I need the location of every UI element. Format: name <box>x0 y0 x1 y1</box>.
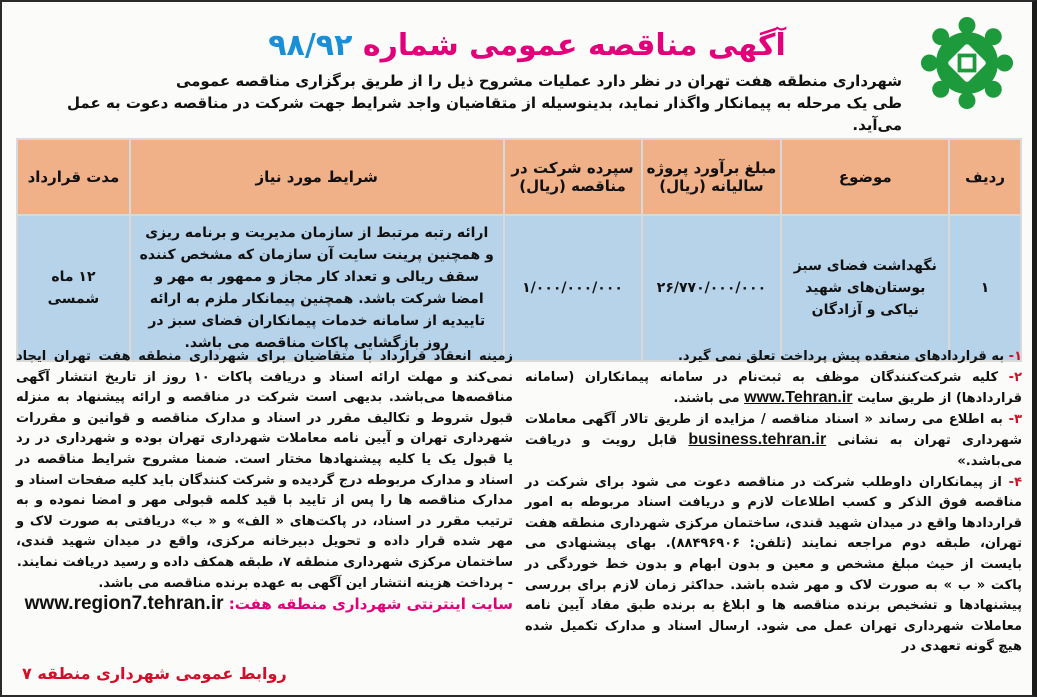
notes-left-column <box>16 347 513 615</box>
note-4-number: ۴- <box>1008 474 1022 490</box>
note-1-text: به قراردادهای منعقده پیش پرداخت تعلق نمی گیرد. <box>677 349 1005 364</box>
notice-body <box>16 347 1022 687</box>
tehran-site-link[interactable]: www.Tehran.ir <box>744 389 853 407</box>
note-2 <box>525 368 1022 410</box>
note-3 <box>525 410 1022 473</box>
cell-conditions: ارائه رتبه مرتبط از سازمان مدیریت و برنامه ریزی و همچنین پرینت سایت آن سازمان که مشخص کننده سقف ریالی و تعداد کار مجاز و ممهور به مهر و امضا شرکت باشد. همچنین پیمانکار ملزم به ارائه تاییدیه از سامانه خدمات پیمانکاران فضای سبز در روز بازگشایی پاکات مناقصه می باشد. <box>130 215 504 361</box>
note-2-number: ۲- <box>1008 369 1022 385</box>
note-3-number: ۳- <box>1008 411 1022 427</box>
col-estimate: مبلغ برآورد پروژه سالیانه (ریال) <box>642 139 782 215</box>
business-site-link[interactable]: business.tehran.ir <box>688 431 827 449</box>
note-continuation: زمینه انعقاد قرارداد با متقاضیان برای شهرداری منطقه هفت تهران ایجاد نمی‌کند و مهلت ارائه اسناد و دریافت پاکات ۱۰ روز از تاریخ انتشار آگهی مناقصه‌ها می‌باشد. بدیهی است شرکت در مناقصه و ارائه پیشنهاد به منزله قبول شروط و تکالیف مقرر در اسناد و مدارک مناقصه و قوانین و مقررات شهرداری تهران و آیین نامه معاملات شهرداری تهران بوده و شهرداری در رد یا قبول یک یا کلیه پیشنهادها مختار است. ضمنا مشروح شرایط مناقصه در اسناد و مدارک مربوطه درج گردیده و شرکت کنندگان باید کلیه صفحات اسناد و مدارک مناقصه ها را پس از تایید با قید کلمه قبولی مهر و امضا نموده و به ترتیب مقرر در اسناد، در پاکت‌های « الف» و « ب» دریافتی به صورت لاک و مهر شده قرار داده و تحویل دبیرخانه مرکزی، واقع در میدان شهید قندی، ساختمان مرکزی شهرداری منطقه ۷، طبقه همکف داده و رسید دریافت نمایند. <box>16 349 513 570</box>
tender-table <box>16 138 1022 362</box>
col-conditions: شرایط مورد نیاز <box>130 139 504 215</box>
cell-deposit: ۱/۰۰۰/۰۰۰/۰۰۰ <box>504 215 642 361</box>
note-4-text: از پیمانکاران داوطلب شرکت در مناقصه دعوت می شود برای شرکت در مناقصه فوق الذکر و کسب اطلاعات لازم و دریافت اسناد مربوطه به امور قراردادها واقع در میدان شهید قندی، ساختمان مرکزی شهرداری منطقه هفت تهران، طبقه دوم مراجعه نمایند (تلفن: ۸۸۴۹۶۹۰۶). بهای پیشنهادی می بایست از حیث مبلغ مشخص و معین و بدون ابهام و بدون خط خوردگی در پاکت « ب » به صورت لاک و مهر شده باشد. حداکثر زمان لازم برای بررسی پیشنهادها و تشخیص برنده مناقصه ها و ابلاغ به برنده طبق مفاد آیین نامه معاملات شهرداری تهران عمل می شود. ارسال اسناد و مدارک تکمیل شده هیچ گونه تعهدی در <box>525 474 1022 655</box>
title-prefix: آگهی مناقصه عمومی شماره <box>362 28 786 63</box>
note-3-text-b: قابل رویت و دریافت می‌باشد.» <box>525 433 1022 469</box>
col-row: ردیف <box>949 139 1021 215</box>
region-site-line <box>16 594 513 615</box>
cell-duration: ۱۲ ماه شمسی <box>17 215 130 361</box>
intro-text <box>32 70 902 136</box>
note-3-text-a: به اطلاع می رساند « اسناد مناقصه / مزایده از طریق تالار آگهی معاملات شهرداری تهران به نشانی <box>525 411 1023 449</box>
table-header-row <box>17 139 1021 215</box>
cell-subject: نگهداشت فضای سبز بوستان‌های شهید نیاکی و آزادگان <box>781 215 949 361</box>
region-site-link[interactable]: www.region7.tehran.ir <box>24 593 224 615</box>
intro-line-2: طی یک مرحله به پیمانکار واگذار نماید، بدینوسیله از متقاضیان واجد شرایط جهت شرکت در مناقصه دعوت به عمل می‌آید. <box>67 94 902 134</box>
col-subject: موضوع <box>781 139 949 215</box>
title-number: ۹۸/۹۲ <box>268 28 353 63</box>
note-1-number: ۱- <box>1008 349 1022 364</box>
table-row <box>17 215 1021 361</box>
note-publication-fee: - پرداخت هزینه انتشار این آگهی به عهده برنده مناقصه می باشد. <box>98 575 513 591</box>
notice-title <box>162 28 892 63</box>
intro-line-1: شهرداری منطقه هفت تهران در نظر دارد عملیات مشروح ذیل را از طریق برگزاری مناقصه عمومی <box>175 72 902 90</box>
public-relations-signature: روابط عمومی شهرداری منطقه ۷ <box>22 664 287 683</box>
region-site-label: سایت اینترنتی شهرداری منطقه هفت: <box>228 595 513 614</box>
note-1 <box>525 347 1022 368</box>
col-deposit: سپرده شرکت در مناقصه (ریال) <box>504 139 642 215</box>
note-4 <box>525 473 1022 658</box>
note-2-text-a: کلیه شرکت‌کنندگان موظف به ثبت‌نام در سامانه پیمانکاران (سامانه قراردادها) از طریق سایت <box>525 369 1022 407</box>
cell-row: ۱ <box>949 215 1021 361</box>
notes-right-column <box>525 347 1022 658</box>
cell-estimate: ۲۶/۷۷۰/۰۰۰/۰۰۰ <box>642 215 782 361</box>
tehran-municipality-logo <box>920 16 1014 110</box>
col-duration: مدت قرارداد <box>17 139 130 215</box>
note-2-text-b: می باشند. <box>673 391 740 407</box>
